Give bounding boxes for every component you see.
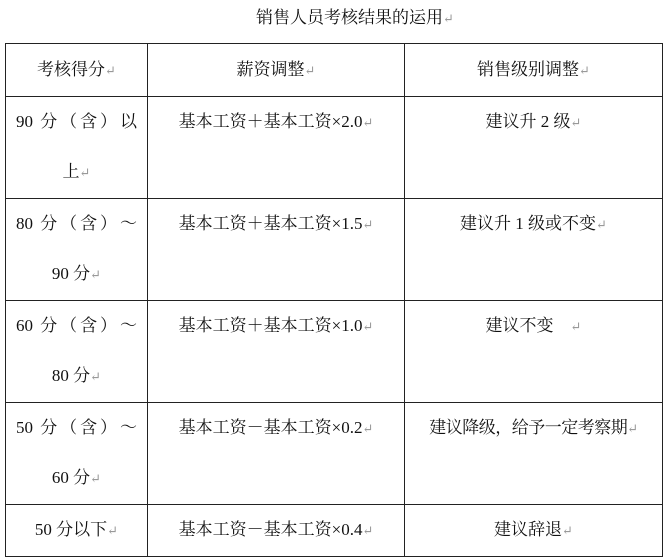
score-cell: 50 分以下 ↵ xyxy=(6,505,148,557)
paragraph-mark-icon xyxy=(362,520,373,539)
header-cell: 薪资调整 ↵ xyxy=(148,44,405,97)
paragraph-mark-icon xyxy=(90,366,101,385)
paragraph-mark-icon xyxy=(571,316,582,335)
paragraph-mark-icon xyxy=(579,60,590,79)
score-cell: 90 分（含）以上 ↵ xyxy=(6,97,148,199)
level-cell: 建议升 2 级 ↵ xyxy=(405,97,663,199)
paragraph-mark-icon xyxy=(362,112,373,131)
score-cell: 80 分（含）～90 分 ↵ xyxy=(6,199,148,301)
document-title: 销售人员考核结果的运用 ↵ xyxy=(0,6,666,31)
salary-cell: 基本工资－基本工资×0.4 ↵ xyxy=(148,505,405,557)
paragraph-mark-icon xyxy=(571,112,582,131)
salary-cell: 基本工资＋基本工资×1.0 ↵ xyxy=(148,301,405,403)
salary-cell: 基本工资＋基本工资×1.5 ↵ xyxy=(148,199,405,301)
salary-cell: 基本工资＋基本工资×2.0 ↵ xyxy=(148,97,405,199)
table-row xyxy=(6,301,663,403)
paragraph-mark-icon xyxy=(305,60,316,79)
paragraph-mark-icon xyxy=(362,214,373,233)
header-cell: 销售级别调整 ↵ xyxy=(405,44,663,97)
header-cell: 考核得分 ↵ xyxy=(6,44,148,97)
salary-cell: 基本工资－基本工资×0.2 ↵ xyxy=(148,403,405,505)
level-cell: 建议升 1 级或不变 ↵ xyxy=(405,199,663,301)
table-row xyxy=(6,505,663,557)
table-row xyxy=(6,97,663,199)
paragraph-mark-icon xyxy=(80,162,91,181)
paragraph-mark-icon xyxy=(562,520,573,539)
level-cell: 建议辞退 ↵ xyxy=(405,505,663,557)
paragraph-mark-icon xyxy=(107,520,118,539)
paragraph-mark-icon xyxy=(90,264,101,283)
paragraph-mark-icon xyxy=(627,418,637,437)
score-cell: 50 分（含）～60 分 ↵ xyxy=(6,403,148,505)
level-cell: 建议降级，给予一定考察期 ↵ xyxy=(405,403,663,505)
table-header-row xyxy=(6,44,663,97)
paragraph-mark-icon xyxy=(105,60,116,79)
table-row xyxy=(6,199,663,301)
score-cell: 60 分（含）～80 分 ↵ xyxy=(6,301,148,403)
paragraph-mark-icon xyxy=(362,418,373,437)
assessment-table xyxy=(5,43,663,557)
paragraph-mark-icon xyxy=(443,8,454,27)
paragraph-mark-icon xyxy=(90,468,101,487)
paragraph-mark-icon xyxy=(596,214,607,233)
level-cell: 建议不变 ↵ xyxy=(405,301,663,403)
table-row xyxy=(6,403,663,505)
paragraph-mark-icon xyxy=(362,316,373,335)
